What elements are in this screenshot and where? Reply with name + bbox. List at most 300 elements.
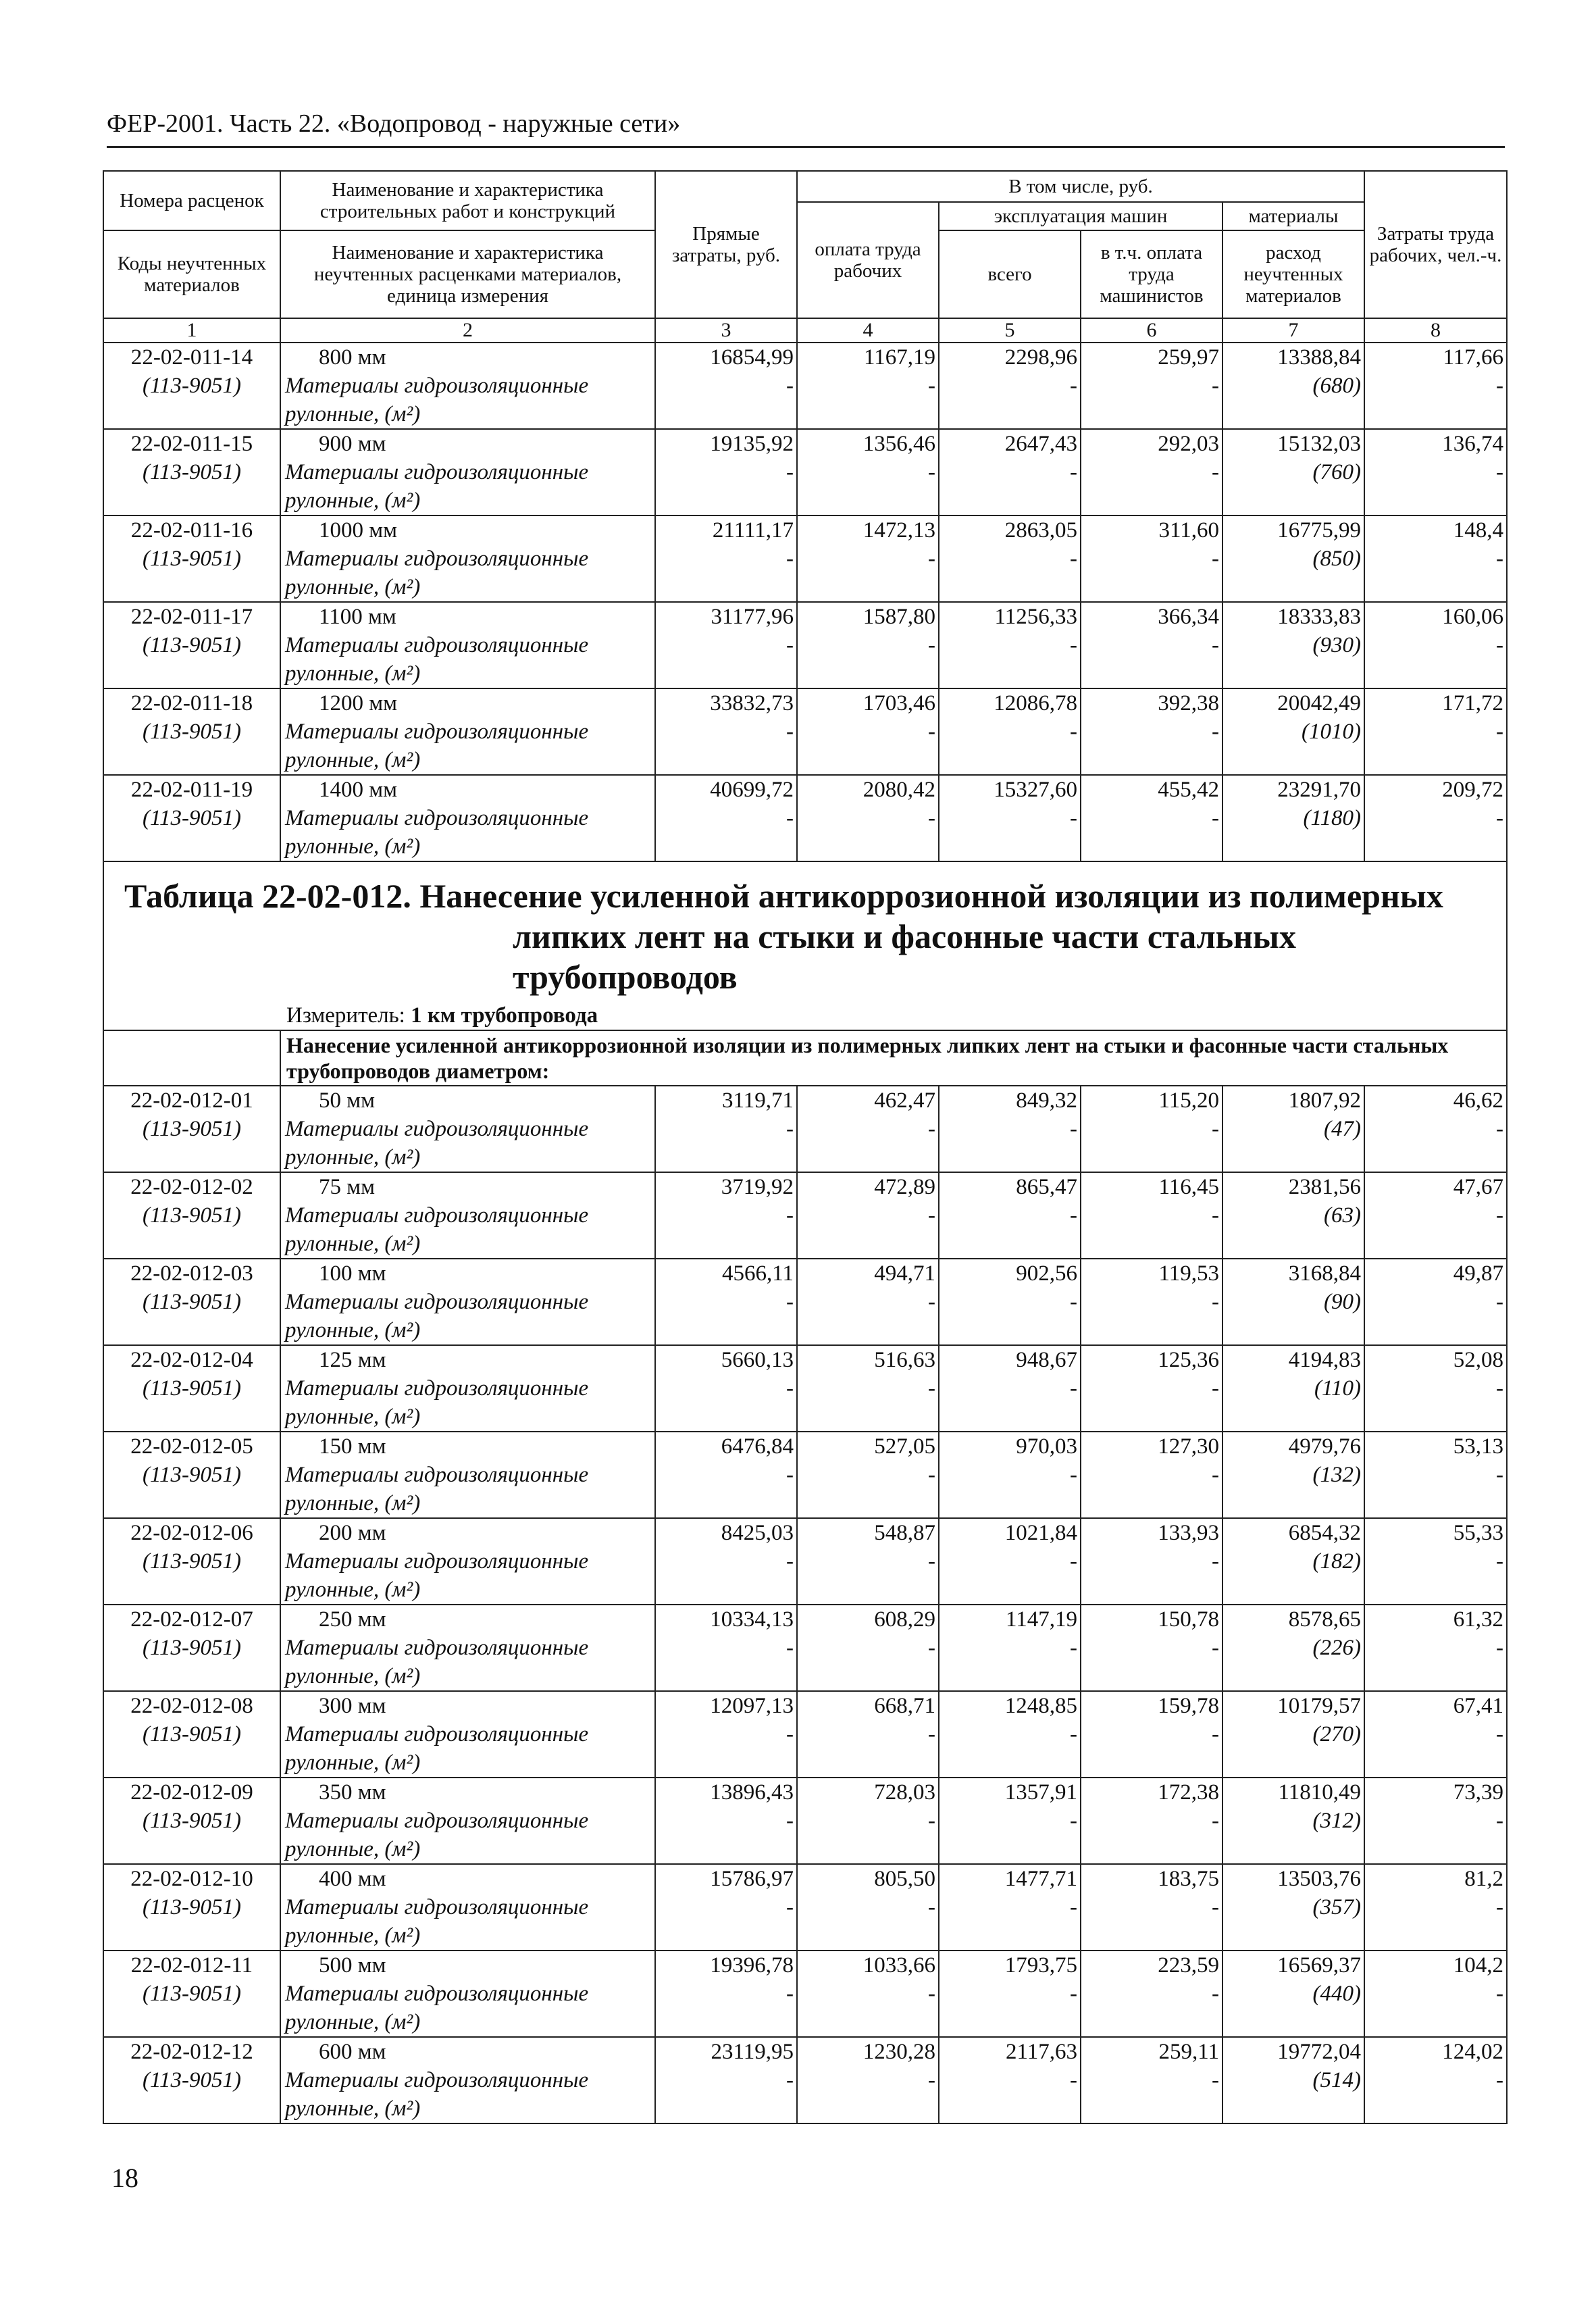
material-name: Материалы гидроизоляционные рулонные, (м²): [285, 1290, 589, 1342]
rate-code: 22-02-012-09: [130, 1780, 253, 1805]
dash: -: [928, 2068, 935, 2092]
col-num-5: 5: [939, 318, 1081, 343]
value-mtotal: 849,32: [1016, 1088, 1077, 1113]
material-code: (113-9051): [142, 1895, 242, 1919]
value-labor: 494,71: [874, 1261, 935, 1286]
cell-materials: [1222, 343, 1364, 429]
dash: -: [1070, 374, 1077, 398]
col-head-machines-total: всего: [939, 230, 1081, 318]
rate-code-cell: [103, 1345, 280, 1432]
cell-direct: [655, 1345, 797, 1432]
dash: -: [928, 1549, 935, 1574]
rate-code-cell: [103, 2037, 280, 2123]
material-name: Материалы гидроизоляционные рулонные, (м²): [285, 460, 589, 513]
material-name: Материалы гидроизоляционные рулонные, (м²): [285, 633, 589, 686]
rate-code-cell: [103, 1432, 280, 1518]
dash: -: [1070, 720, 1077, 744]
rate-code-cell: [103, 1086, 280, 1172]
cell-effort: [1364, 1864, 1507, 1951]
measure-line: [104, 1001, 1506, 1030]
rate-code: 22-02-012-05: [130, 1434, 253, 1459]
value-labor: 1356,46: [863, 432, 935, 456]
cell-materials: [1222, 1259, 1364, 1345]
pipe-diameter: 400 мм: [319, 1867, 386, 1891]
pipe-diameter: 900 мм: [319, 432, 386, 456]
cell-direct: [655, 2037, 797, 2123]
rate-code: 22-02-011-16: [130, 518, 253, 543]
dash: -: [1212, 374, 1219, 398]
value-mlabor: 116,45: [1158, 1175, 1219, 1199]
rate-row: [103, 343, 1507, 429]
cell-labor: [797, 1432, 939, 1518]
value-mlabor: 183,75: [1158, 1867, 1219, 1891]
dash: -: [928, 1117, 935, 1141]
dash: -: [786, 460, 794, 484]
cell-direct: [655, 1778, 797, 1864]
value-material-use: (357): [1312, 1895, 1361, 1919]
value-material-use: (132): [1312, 1463, 1361, 1487]
value-effort: 148,4: [1453, 518, 1503, 543]
cell-materials: [1222, 602, 1364, 688]
dash: -: [928, 1463, 935, 1487]
rate-code-cell: [103, 1778, 280, 1864]
value-material-use: (270): [1312, 1722, 1361, 1746]
material-code: (113-9051): [142, 1290, 242, 1314]
value-materials: 16569,37: [1277, 1953, 1361, 1978]
dash: -: [1496, 1203, 1503, 1228]
dash: -: [1070, 633, 1077, 657]
material-name: Материалы гидроизоляционные рулонные, (м²): [285, 1895, 589, 1948]
cell-mlabor: [1081, 1345, 1222, 1432]
dash: -: [1496, 1982, 1503, 2006]
value-materials: 13388,84: [1277, 345, 1361, 370]
cell-effort: [1364, 429, 1507, 515]
dash: -: [1070, 1636, 1077, 1660]
rate-code-cell: [103, 1259, 280, 1345]
rate-row: [103, 775, 1507, 861]
rate-code: 22-02-012-07: [130, 1607, 253, 1632]
col-num-3: 3: [655, 318, 797, 343]
value-material-use: (1010): [1302, 720, 1361, 744]
value-material-use: (312): [1312, 1809, 1361, 1833]
cell-mtotal: [939, 429, 1081, 515]
col-num-1: 1: [103, 318, 280, 343]
value-labor: 472,89: [874, 1175, 935, 1199]
pipe-diameter: 1100 мм: [319, 605, 396, 629]
page-header: ФЕР-2001. Часть 22. «Водопровод - наружные сети»: [107, 108, 1505, 148]
value-mlabor: 223,59: [1158, 1953, 1219, 1978]
dash: -: [1070, 1376, 1077, 1401]
cell-direct: [655, 515, 797, 602]
rate-row: [103, 1605, 1507, 1691]
dash: -: [1070, 1982, 1077, 2006]
dash: -: [786, 806, 794, 830]
rate-code: 22-02-012-01: [130, 1088, 253, 1113]
dash: -: [1496, 547, 1503, 571]
rate-code: 22-02-012-04: [130, 1348, 253, 1372]
value-materials: 4194,83: [1288, 1348, 1361, 1372]
rate-name-cell: [280, 2037, 655, 2123]
dash: -: [1496, 1722, 1503, 1746]
rate-code-cell: [103, 1605, 280, 1691]
cell-materials: [1222, 1778, 1364, 1864]
rate-name-cell: [280, 1691, 655, 1778]
cell-direct: [655, 1259, 797, 1345]
rate-row: [103, 1518, 1507, 1605]
page-number: 18: [111, 2163, 138, 2193]
value-direct: 5660,13: [721, 1348, 794, 1372]
rate-row: [103, 1951, 1507, 2037]
pipe-diameter: 300 мм: [319, 1694, 386, 1718]
rate-name-cell: [280, 1778, 655, 1864]
value-direct: 3119,71: [721, 1088, 794, 1113]
value-mlabor: 366,34: [1158, 605, 1219, 629]
value-materials: 1807,92: [1288, 1088, 1361, 1113]
header-and-rows-a: [103, 171, 1507, 861]
value-effort: 73,39: [1453, 1780, 1503, 1805]
value-labor: 1230,28: [863, 2040, 935, 2064]
dash: -: [1070, 1290, 1077, 1314]
dash: -: [1212, 1982, 1219, 2006]
value-mtotal: 1021,84: [1004, 1521, 1077, 1545]
material-name: Материалы гидроизоляционные рулонные, (м²): [285, 2068, 589, 2121]
cell-mlabor: [1081, 1172, 1222, 1259]
value-material-use: (680): [1312, 374, 1361, 398]
material-code: (113-9051): [142, 374, 242, 398]
pipe-diameter: 100 мм: [319, 1261, 386, 1286]
cell-mtotal: [939, 1864, 1081, 1951]
value-material-use: (63): [1324, 1203, 1361, 1228]
dash: -: [1070, 2068, 1077, 2092]
material-code: (113-9051): [142, 1376, 242, 1401]
rate-name-cell: [280, 1086, 655, 1172]
cell-effort: [1364, 688, 1507, 775]
dash: -: [928, 1203, 935, 1228]
cell-labor: [797, 602, 939, 688]
rate-name-cell: [280, 602, 655, 688]
value-mtotal: 2863,05: [1004, 518, 1077, 543]
rate-code-cell: [103, 1951, 280, 2037]
dash: -: [928, 633, 935, 657]
value-effort: 160,06: [1442, 605, 1503, 629]
value-mtotal: 902,56: [1016, 1261, 1077, 1286]
material-name: Материалы гидроизоляционные рулонные, (м²): [285, 806, 589, 859]
cell-labor: [797, 775, 939, 861]
value-effort: 67,41: [1453, 1694, 1503, 1718]
rate-row: [103, 515, 1507, 602]
material-code: (113-9051): [142, 2068, 242, 2092]
value-material-use: (182): [1312, 1549, 1361, 1574]
cell-mtotal: [939, 1605, 1081, 1691]
cell-direct: [655, 1864, 797, 1951]
value-mlabor: 150,78: [1158, 1607, 1219, 1632]
col-head-effort: Затраты труда рабочих, чел.-ч.: [1364, 171, 1507, 318]
section-label: Нанесение усиленной антикоррозионной изоляции из полимерных липких лент на стыки и фасонные части стальных трубопроводов диаметром:: [280, 1030, 1507, 1086]
cell-labor: [797, 1864, 939, 1951]
dash: -: [786, 547, 794, 571]
dash: -: [1070, 547, 1077, 571]
rate-row: [103, 1691, 1507, 1778]
cell-materials: [1222, 1864, 1364, 1951]
col-head-machinist-labor: в т.ч. оплата труда машинистов: [1081, 230, 1222, 318]
pipe-diameter: 600 мм: [319, 2040, 386, 2064]
cell-materials: [1222, 1605, 1364, 1691]
rate-name-cell: [280, 1172, 655, 1259]
cell-effort: [1364, 602, 1507, 688]
cell-mlabor: [1081, 1086, 1222, 1172]
material-code: (113-9051): [142, 1722, 242, 1746]
col-num-8: 8: [1364, 318, 1507, 343]
rate-code-cell: [103, 688, 280, 775]
rate-row: [103, 1172, 1507, 1259]
value-mtotal: 1357,91: [1004, 1780, 1077, 1805]
rate-code-cell: [103, 343, 280, 429]
value-mlabor: 125,36: [1158, 1348, 1219, 1372]
cell-mlabor: [1081, 1432, 1222, 1518]
dash: -: [1496, 1290, 1503, 1314]
rows-b: [103, 1086, 1507, 2123]
value-labor: 2080,42: [863, 778, 935, 802]
cell-labor: [797, 1605, 939, 1691]
value-mtotal: 2647,43: [1004, 432, 1077, 456]
cell-effort: [1364, 1259, 1507, 1345]
cell-mlabor: [1081, 688, 1222, 775]
cell-labor: [797, 1518, 939, 1605]
cell-mlabor: [1081, 1259, 1222, 1345]
value-effort: 81,2: [1464, 1867, 1503, 1891]
rate-name-cell: [280, 1259, 655, 1345]
cell-effort: [1364, 343, 1507, 429]
rate-code: 22-02-012-02: [130, 1175, 253, 1199]
value-labor: 668,71: [874, 1694, 935, 1718]
dash: -: [1212, 720, 1219, 744]
cell-direct: [655, 1432, 797, 1518]
value-direct: 15786,97: [710, 1867, 794, 1891]
cell-mtotal: [939, 343, 1081, 429]
pipe-diameter: 150 мм: [319, 1434, 386, 1459]
value-material-use: (47): [1324, 1117, 1361, 1141]
value-direct: 40699,72: [710, 778, 794, 802]
table-22-02-012-heading: [103, 861, 1507, 1086]
value-direct: 33832,73: [710, 691, 794, 715]
cell-effort: [1364, 775, 1507, 861]
material-name: Материалы гидроизоляционные рулонные, (м²): [285, 1203, 589, 1256]
dash: -: [1070, 1203, 1077, 1228]
cell-mtotal: [939, 1518, 1081, 1605]
cell-labor: [797, 2037, 939, 2123]
rates-table: [103, 170, 1508, 2124]
cell-mtotal: [939, 1086, 1081, 1172]
pipe-diameter: 75 мм: [319, 1175, 376, 1199]
cell-mtotal: [939, 602, 1081, 688]
value-materials: 23291,70: [1277, 778, 1361, 802]
cell-labor: [797, 429, 939, 515]
cell-labor: [797, 1951, 939, 2037]
cell-materials: [1222, 1086, 1364, 1172]
value-direct: 4566,11: [721, 1261, 794, 1286]
col-num-7: 7: [1222, 318, 1364, 343]
col-head-material-use: расход неучтенных материалов: [1222, 230, 1364, 318]
value-effort: 104,2: [1453, 1953, 1503, 1978]
dash: -: [1496, 1809, 1503, 1833]
dash: -: [1212, 1117, 1219, 1141]
rate-name-cell: [280, 1518, 655, 1605]
cell-labor: [797, 1086, 939, 1172]
value-labor: 1703,46: [863, 691, 935, 715]
rate-code: 22-02-011-14: [130, 345, 253, 370]
dash: -: [928, 460, 935, 484]
dash: -: [786, 633, 794, 657]
value-mtotal: 1147,19: [1005, 1607, 1077, 1632]
value-labor: 1033,66: [863, 1953, 935, 1978]
value-mtotal: 865,47: [1016, 1175, 1077, 1199]
col-head-incl: В том числе, руб.: [797, 171, 1364, 202]
cell-mlabor: [1081, 775, 1222, 861]
material-name: Материалы гидроизоляционные рулонные, (м²): [285, 1549, 589, 1602]
dash: -: [1496, 633, 1503, 657]
col-num-4: 4: [797, 318, 939, 343]
rate-name-cell: [280, 775, 655, 861]
col-head-labor: оплата труда рабочих: [797, 202, 939, 318]
cell-mtotal: [939, 1172, 1081, 1259]
cell-mlabor: [1081, 1864, 1222, 1951]
value-direct: 3719,92: [721, 1175, 794, 1199]
rate-name-cell: [280, 1864, 655, 1951]
rate-code: 22-02-012-11: [130, 1953, 253, 1978]
material-code: (113-9051): [142, 1117, 242, 1141]
pipe-diameter: 125 мм: [319, 1348, 386, 1372]
rate-code-cell: [103, 1518, 280, 1605]
value-materials: 15132,03: [1277, 432, 1361, 456]
dash: -: [1212, 460, 1219, 484]
value-materials: 4979,76: [1288, 1434, 1361, 1459]
cell-mtotal: [939, 1259, 1081, 1345]
cell-labor: [797, 1259, 939, 1345]
rate-row: [103, 688, 1507, 775]
cell-mlabor: [1081, 1951, 1222, 2037]
cell-direct: [655, 1951, 797, 2037]
material-code: (113-9051): [142, 1809, 242, 1833]
dash: -: [786, 1203, 794, 1228]
value-mtotal: 12086,78: [994, 691, 1077, 715]
value-mlabor: 311,60: [1158, 518, 1219, 543]
cell-mlabor: [1081, 515, 1222, 602]
cell-labor: [797, 1172, 939, 1259]
value-direct: 19396,78: [710, 1953, 794, 1978]
col-head-machines: эксплуатация машин: [939, 202, 1222, 230]
material-name: Материалы гидроизоляционные рулонные, (м²): [285, 1722, 589, 1775]
rate-code: 22-02-012-10: [130, 1867, 253, 1891]
col-head-direct: Прямые затраты, руб.: [655, 171, 797, 318]
cell-materials: [1222, 1172, 1364, 1259]
value-mtotal: 1248,85: [1004, 1694, 1077, 1718]
dash: -: [786, 374, 794, 398]
value-mtotal: 1477,71: [1004, 1867, 1077, 1891]
cell-mtotal: [939, 1345, 1081, 1432]
dash: -: [1070, 806, 1077, 830]
pipe-diameter: 1200 мм: [319, 691, 398, 715]
value-mtotal: 948,67: [1016, 1348, 1077, 1372]
dash: -: [1070, 1117, 1077, 1141]
material-code: (113-9051): [142, 633, 242, 657]
dash: -: [786, 1376, 794, 1401]
cell-materials: [1222, 2037, 1364, 2123]
value-material-use: (930): [1312, 633, 1361, 657]
value-material-use: (1180): [1303, 806, 1361, 830]
dash: -: [928, 1636, 935, 1660]
value-mlabor: 133,93: [1158, 1521, 1219, 1545]
cell-materials: [1222, 1345, 1364, 1432]
dash: -: [786, 1636, 794, 1660]
rate-name-cell: [280, 429, 655, 515]
cell-labor: [797, 515, 939, 602]
value-effort: 117,66: [1443, 345, 1503, 370]
cell-labor: [797, 1345, 939, 1432]
material-name: Материалы гидроизоляционные рулонные, (м²): [285, 1982, 589, 2034]
cell-labor: [797, 343, 939, 429]
value-mlabor: 259,97: [1158, 345, 1219, 370]
rate-row: [103, 602, 1507, 688]
column-numbers-row: [103, 318, 1507, 343]
pipe-diameter: 250 мм: [319, 1607, 386, 1632]
cell-direct: [655, 1691, 797, 1778]
cell-mlabor: [1081, 1605, 1222, 1691]
rate-name-cell: [280, 343, 655, 429]
cell-mtotal: [939, 1432, 1081, 1518]
cell-mtotal: [939, 1951, 1081, 2037]
value-direct: 10334,13: [710, 1607, 794, 1632]
cell-mtotal: [939, 688, 1081, 775]
dash: -: [1496, 460, 1503, 484]
rate-name-cell: [280, 515, 655, 602]
value-mtotal: 2298,96: [1004, 345, 1077, 370]
cell-effort: [1364, 1172, 1507, 1259]
dash: -: [1070, 1549, 1077, 1574]
cell-effort: [1364, 1778, 1507, 1864]
value-material-use: (760): [1312, 460, 1361, 484]
dash: -: [786, 1117, 794, 1141]
table-title-line-2: липких лент на стыки и фасонные части стальных трубопроводов: [513, 917, 1296, 996]
dash: -: [1212, 2068, 1219, 2092]
rate-code: 22-02-012-12: [130, 2040, 253, 2064]
value-mtotal: 2117,63: [1005, 2040, 1077, 2064]
cell-mtotal: [939, 775, 1081, 861]
dash: -: [928, 806, 935, 830]
dash: -: [1496, 1376, 1503, 1401]
value-materials: 19772,04: [1277, 2040, 1361, 2064]
rate-code: 22-02-012-03: [130, 1261, 253, 1286]
cell-direct: [655, 775, 797, 861]
dash: -: [1212, 1636, 1219, 1660]
dash: -: [786, 720, 794, 744]
material-code: (113-9051): [142, 1636, 242, 1660]
dash: -: [786, 1982, 794, 2006]
material-name: Материалы гидроизоляционные рулонные, (м²): [285, 1809, 589, 1861]
material-code: (113-9051): [142, 1549, 242, 1574]
dash: -: [786, 1549, 794, 1574]
value-direct: 23119,95: [711, 2040, 794, 2064]
dash: -: [1496, 720, 1503, 744]
rate-code: 22-02-011-15: [130, 432, 253, 456]
cell-mtotal: [939, 1778, 1081, 1864]
dash: -: [928, 1722, 935, 1746]
value-labor: 548,87: [874, 1521, 935, 1545]
value-labor: 728,03: [874, 1780, 935, 1805]
value-mlabor: 172,38: [1158, 1780, 1219, 1805]
value-direct: 13896,43: [710, 1780, 794, 1805]
dash: -: [1070, 1463, 1077, 1487]
dash: -: [1212, 1203, 1219, 1228]
